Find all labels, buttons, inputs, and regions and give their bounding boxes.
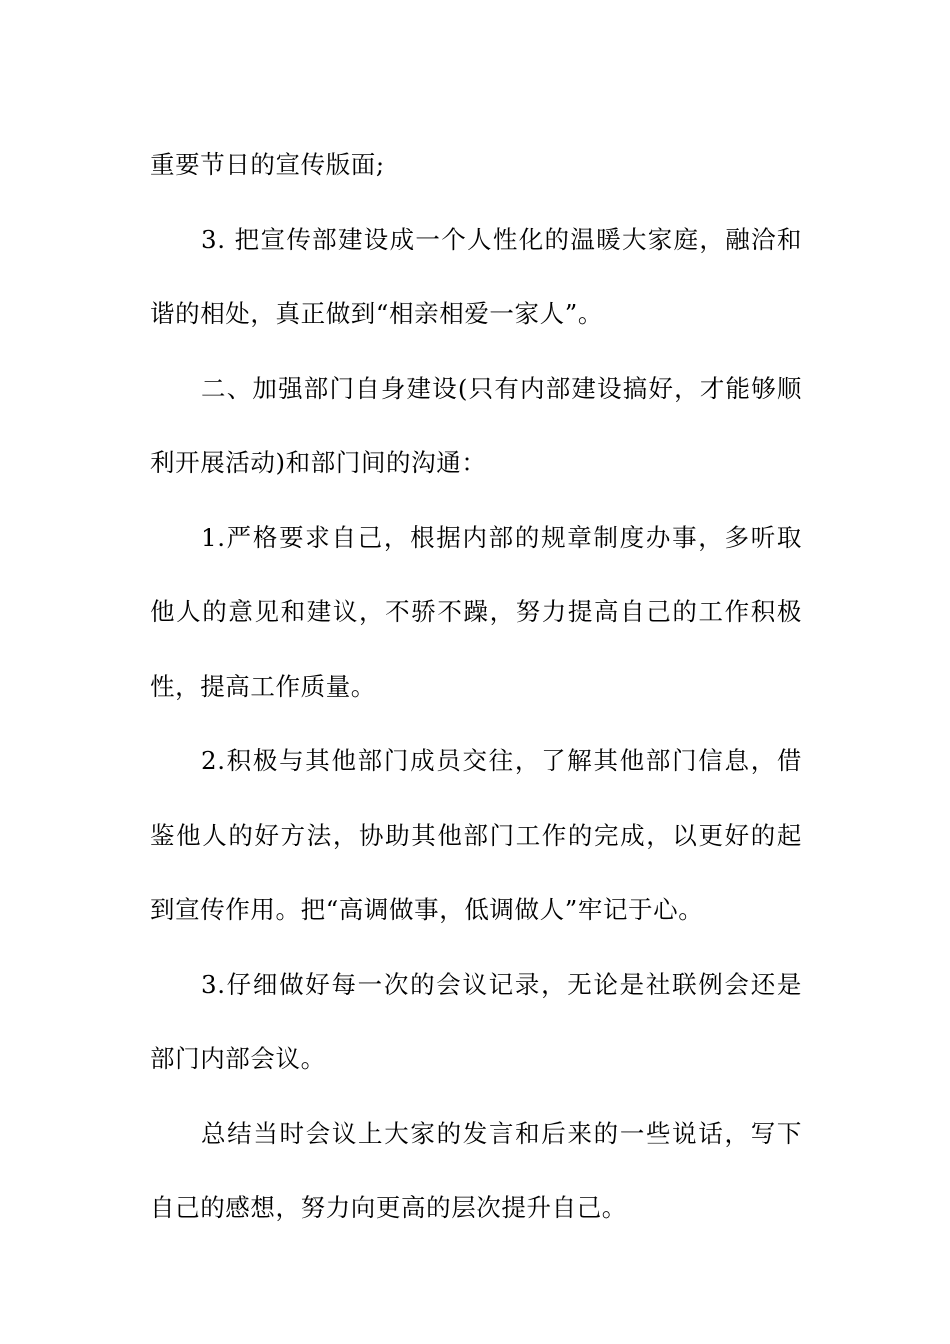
paragraph-item-3-warm-family: 3. 把宣传部建设成一个人性化的温暖大家庭，融洽和谐的相处，真正做到“相亲相爱一家人”。 [150, 224, 802, 328]
document-body [150, 128, 802, 1246]
paragraph-item-1-self-discipline: 1.严格要求自己，根据内部的规章制度办事，多听取他人的意见和建议，不骄不躁，努力提高自己的工作积极性，提高工作质量。 [150, 522, 802, 701]
paragraph-section-2-heading: 二、加强部门自身建设(只有内部建设搞好，才能够顺利开展活动)和部门间的沟通： [150, 373, 802, 477]
paragraph-continuation: 重要节日的宣传版面; [150, 150, 385, 179]
paragraph-item-3-meeting-records: 3.仔细做好每一次的会议记录，无论是社联例会还是部门内部会议。 [150, 969, 802, 1073]
paragraph-summary: 总结当时会议上大家的发言和后来的一些说话，写下自己的感想，努力向更高的层次提升自己。 [150, 1118, 802, 1222]
paragraph-item-2-communication: 2.积极与其他部门成员交往，了解其他部门信息，借鉴他人的好方法，协助其他部门工作的完成，以更好的起到宣传作用。把“高调做事，低调做人”牢记于心。 [150, 746, 802, 924]
